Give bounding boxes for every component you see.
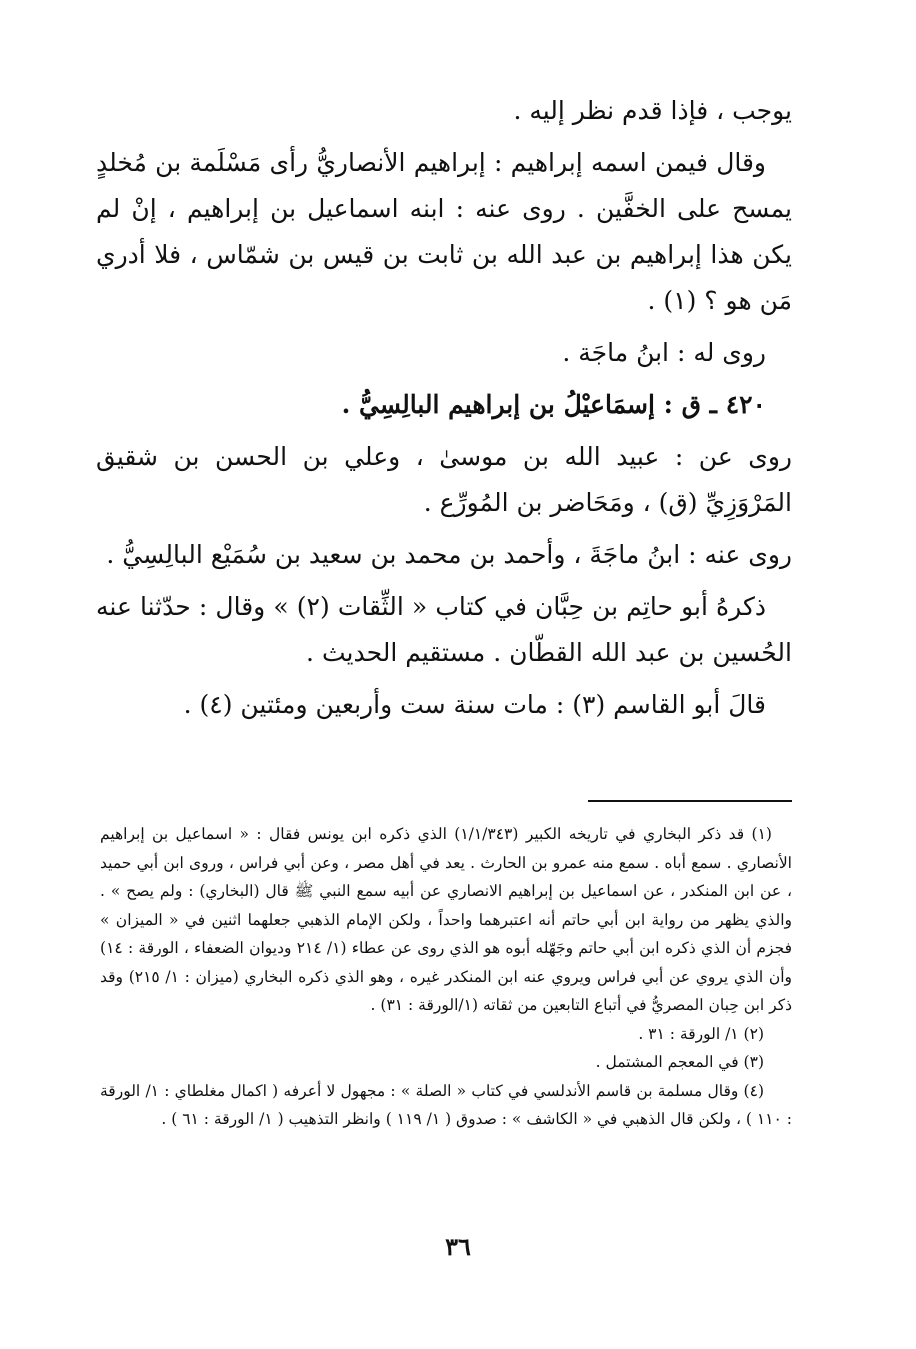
paragraph: روى عن : عبيد الله بن موسىٰ ، وعلي بن الحسن بن شقيق المَرْوَزِيِّ (ق) ، ومَحَاضر بن المُورِّع . (96, 442, 792, 517)
paragraph: يوجب ، فإذا قدم نظر إليه . (513, 96, 792, 125)
page-number: ٣٦ (445, 1232, 471, 1261)
paragraph: ذكرهُ أبو حاتِم بن حِبَّان في كتاب « الثِّقات (٢) » وقال : حدّثنا عنه الحُسين بن عبد الله القطّان . مستقيم الحديث . (96, 592, 792, 667)
footnote: (٤) وقال مسلمة بن قاسم الأندلسي في كتاب « الصلة » : مجهول لا أعرفه ( اكمال مغلطاي : ١/ الورقة : ١١٠ ) ، ولكن قال الذهبي في « الكاشف » : صدوق ( ١/ ١١٩ ) وانظر التذهيب ( ١/ الورقة : ٦١ ) . (100, 1081, 792, 1128)
paragraph: روى له : ابنُ ماجَة . (562, 338, 766, 367)
paragraph: قالَ أبو القاسم (٣) : مات سنة ست وأربعين ومئتين (٤) . (183, 690, 766, 719)
footnote: (٣) في المعجم المشتمل . (595, 1053, 764, 1071)
footnote: (١) قد ذكر البخاري في تاريخه الكبير (١/١/٣٤٣) الذي ذكره ابن يونس فقال : « اسماعيل بن إبراهيم الأنصاري . سمع أباه . سمع منه عمرو بن الحارث . يعد في أهل مصر ، وعن أبي فراس ، وروى ابن أبي حميد ، عن ابن المنكدر ، عن اسماعيل بن إبراهيم الانصاري عن أبيه سمع النبي ﷺ قال (البخاري) : ولم يصح » . والذي يظهر من رواية ابن أبي حاتم أنه اعتبرهما واحداً ، ولكن الإمام الذهبي جعلهما اثنين في « الميزان » فجزم أن الذي ذكره ابن أبي حاتم وجَهّله أبوه هو الذي روى عن عطاء (١/ ٢١٤ وديوان الضعفاء ، الورقة : ١٤) وأن الذي يروي عن أبي فراس ويروي عنه ابن المنكدر غيره ، وهو الذي ذكره البخاري (ميزان : ١/ ٢١٥) وقد ذكر ابن حِبان المصريُّ في أتباع التابعين من ثقاته (١/الورقة : ٣١) . (100, 825, 792, 1014)
entry-heading: ٤٢٠ ـ ق : إسمَاعيْلُ بن إبراهيم البالِسِيُّ . (341, 390, 766, 419)
paragraph: روى عنه : ابنُ ماجَةَ ، وأحمد بن محمد بن سعيد بن سُمَيْع البالِسِيُّ . (106, 540, 792, 569)
main-text (96, 88, 792, 728)
footnotes (100, 820, 792, 1134)
paragraph: وقال فيمن اسمه إبراهيم : إبراهيم الأنصاريُّ رأى مَسْلَمة بن مُخلدٍ يمسح على الخفَّين . روى عنه : ابنه اسماعيل بن إبراهيم ، إنْ لم يكن هذا إبراهيم بن عبد الله بن ثابت بن قيس بن شمّاس ، فلا أدري مَن هو ؟ (١) . (96, 148, 792, 315)
footnote-separator (588, 800, 792, 802)
footnote: (٢) ١/ الورقة : ٣١ . (638, 1024, 764, 1043)
